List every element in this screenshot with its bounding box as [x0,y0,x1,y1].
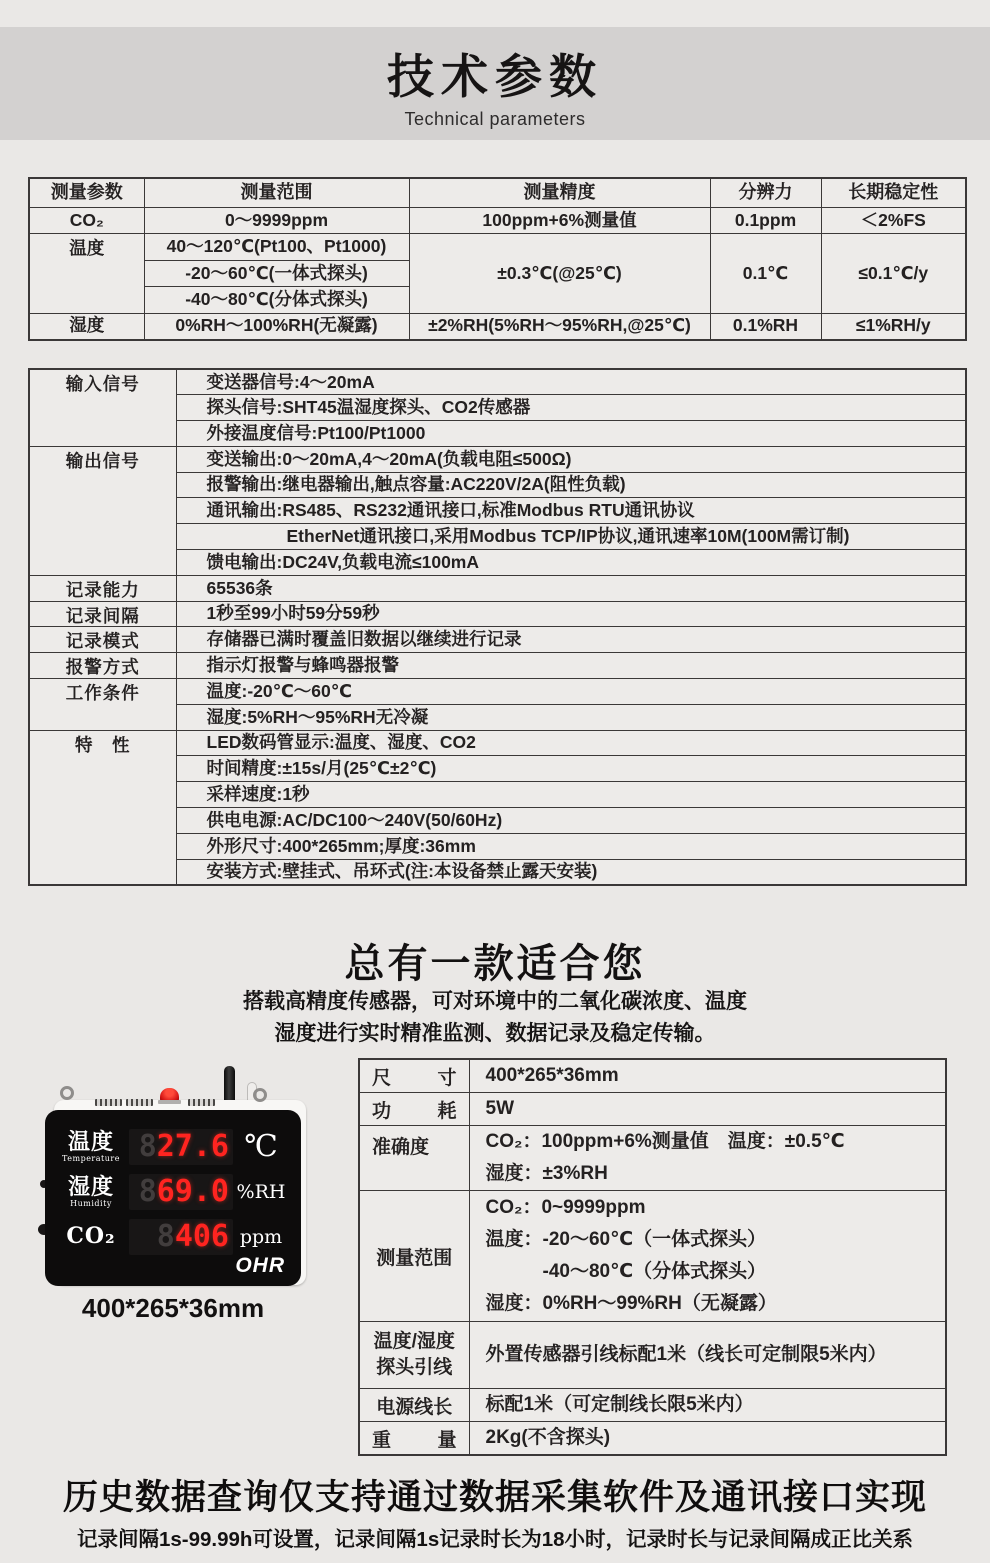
footer-note: 记录间隔1s-99.99h可设置，记录间隔1s记录时长为18小时，记录时长与记录间隔成正比关系 [76,1528,914,1551]
input-signal-label: 输入信号 [29,369,176,446]
led-digits-temperature [129,1129,233,1165]
power-cable-label: 电源线长 [359,1389,469,1422]
promo-line-1: 搭载高精度传感器，可对环境中的二氧化碳浓度、温度 [243,990,747,1013]
led-label-co2 [59,1222,123,1249]
temp-accuracy: ±0.3℃(@25℃) [409,234,710,314]
probe-cable-label-1: 温度/湿度 [373,1331,455,1352]
alarm-mode-value: 指示灯报警与蜂鸣器报警 [176,653,966,679]
humidity-accuracy: ±2%RH(5%RH～95%RH,@25℃) [409,313,710,340]
temp-row-1 [29,234,966,261]
product-spec-table [358,1058,947,1456]
alarm-mode-label: 报警方式 [29,653,176,679]
features-2: 时间精度:±15s/月(25℃±2℃) [176,756,966,782]
vent-grille [188,1099,215,1106]
accuracy-value [469,1126,946,1191]
page-title: 技术参数 [387,50,603,103]
temp-stability: ≤0.1℃/y [821,234,966,314]
working-cond-1: 温度:-20℃～60℃ [176,679,966,705]
led-digits-co2 [129,1219,233,1255]
header-stability: 长期稳定性 [821,178,966,207]
record-mode-value: 存储器已满时覆盖旧数据以继续进行记录 [176,627,966,653]
weight-label: 重量 [359,1422,469,1456]
output-signal-5: 馈电输出:DC24V,负载电流≤100mA [176,550,966,576]
range-line-4: 湿度：0%RH～99%RH（无凝露） [485,1293,777,1314]
promo-line-2: 湿度进行实时精准监测、数据记录及稳定传输。 [274,1022,716,1045]
accuracy-line-2: 湿度：±3%RH [485,1163,608,1184]
page-subtitle: Technical parameters [404,109,586,129]
led-value-humidity: 69.0 [156,1173,229,1209]
temp-range-1: 40～120℃(Pt100、Pt1000) [144,234,409,261]
range-line-3: -40～80℃（分体式探头） [485,1261,767,1282]
led-ghost-digit: 8 [138,1173,157,1209]
power-cable-value: 标配1米（可定制线长限5米内） [469,1389,946,1422]
device-size-caption: 400*265*36mm [81,1293,265,1323]
top-banner [0,27,990,140]
features-1: LED数码管显示:温度、湿度、CO2 [176,730,966,756]
probe-cable-label [359,1322,469,1389]
header-param: 测量参数 [29,178,144,207]
features-4: 供电电源:AC/DC100～240V(50/60Hz) [176,808,966,834]
led-label-humidity [59,1173,123,1208]
led-value-co2: 406 [174,1218,229,1254]
co2-accuracy: 100ppm+6%测量值 [409,207,710,234]
hanging-ring-icon [253,1088,267,1102]
led-ghost-digit: 8 [156,1218,175,1254]
humidity-range: 0%RH～100%RH(无凝露) [144,313,409,340]
working-cond-2: 湿度:5%RH～95%RH无冷凝 [176,704,966,730]
humidity-param: 湿度 [29,313,144,340]
range-value [469,1191,946,1322]
detail-spec-table [28,368,967,886]
led-label-temperature [59,1128,123,1163]
size-value: 400*265*36mm [469,1059,946,1093]
record-interval-label: 记录间隔 [29,601,176,627]
alarm-beacon-icon [160,1088,179,1101]
led-row-co2 [59,1214,289,1259]
range-label: 测量范围 [359,1191,469,1322]
power-value: 5W [469,1093,946,1126]
temp-range-3: -40～80℃(分体式探头) [144,287,409,314]
record-mode-label: 记录模式 [29,627,176,653]
led-display-panel [45,1110,301,1286]
record-capacity-value: 65536条 [176,575,966,601]
output-signal-3: 通讯输出:RS485、RS232通讯接口,标准Modbus RTU通讯协议 [176,498,966,524]
accuracy-line-1: CO₂：100ppm+6%测量值 温度：±0.5℃ [485,1131,845,1152]
co2-row [29,207,966,234]
promo-paragraph [0,986,990,1050]
led-label-cn: 湿度 [67,1173,114,1200]
co2-stability: ＜2%FS [821,207,966,234]
range-line-1: CO₂：0~9999ppm [485,1197,646,1218]
led-unit-celsius: ℃ [244,1129,278,1164]
temp-param: 温度 [29,234,144,314]
record-capacity-label: 记录能力 [29,575,176,601]
features-5: 外形尺寸:400*265mm;厚度:36mm [176,833,966,859]
footer-headline: 历史数据查询仅支持通过数据采集软件及通讯接口实现 [62,1478,927,1517]
header-range: 测量范围 [144,178,409,207]
hanging-ring-icon [60,1086,74,1100]
humidity-row [29,313,966,340]
weight-value: 2Kg(不含探头) [469,1422,946,1456]
range-line-2: 温度：-20～60℃（一体式探头） [485,1229,767,1250]
power-label: 功耗 [359,1093,469,1126]
led-label-en: Humidity [70,1198,112,1208]
record-interval-value: 1秒至99小时59分59秒 [176,601,966,627]
table-header-row [29,178,966,207]
humidity-resolution: 0.1%RH [710,313,821,340]
accuracy-label: 准确度 [359,1126,469,1191]
measurement-spec-table [28,177,967,341]
led-label-cn: 温度 [67,1128,114,1155]
co2-resolution: 0.1ppm [710,207,821,234]
vent-grille [95,1099,122,1106]
led-unit-ppm: ppm [239,1225,283,1248]
led-label-en: Temperature [62,1153,120,1163]
size-label: 尺寸 [359,1059,469,1093]
output-signal-1: 变送输出:0～20mA,4～20mA(负载电阻≤500Ω) [176,446,966,472]
humidity-stability: ≤1%RH/y [821,313,966,340]
co2-range: 0～9999ppm [144,207,409,234]
led-value-temperature: 27.6 [156,1128,229,1164]
output-signal-2: 报警输出:继电器输出,触点容量:AC220V/2A(阻性负载) [176,472,966,498]
features-3: 采样速度:1秒 [176,782,966,808]
brand-logo: OHR [235,1254,285,1277]
led-row-humidity [59,1169,289,1214]
promo-title: 总有一款适合您 [344,942,646,986]
temp-resolution: 0.1℃ [710,234,821,314]
header-resolution: 分辨力 [710,178,821,207]
led-row-temperature [59,1124,289,1169]
input-signal-2: 探头信号:SHT45温湿度探头、CO2传感器 [176,395,966,421]
features-6: 安装方式:壁挂式、吊环式(注:本设备禁止露天安装) [176,859,966,885]
co2-param: CO₂ [29,207,144,234]
output-signal-4: EtherNet通讯接口,采用Modbus TCP/IP协议,通讯速率10M(100M需订制) [176,524,966,550]
led-digits-humidity [129,1174,233,1210]
led-unit-rh: %RH [236,1180,286,1203]
vent-grille [126,1099,153,1106]
probe-cable-value: 外置传感器引线标配1米（线长可定制限5米内） [469,1322,946,1389]
features-label: 特 性 [29,730,176,885]
input-signal-1: 变送器信号:4～20mA [176,369,966,395]
input-signal-3: 外接温度信号:Pt100/Pt1000 [176,421,966,447]
led-ghost-digit: 8 [138,1128,157,1164]
temp-range-2: -20～60℃(一体式探头) [144,260,409,287]
output-signal-label: 输出信号 [29,446,176,575]
header-accuracy: 测量精度 [409,178,710,207]
working-cond-label: 工作条件 [29,679,176,731]
probe-cable-label-2: 探头引线 [376,1357,453,1378]
led-label-cn: CO₂ [66,1222,116,1249]
